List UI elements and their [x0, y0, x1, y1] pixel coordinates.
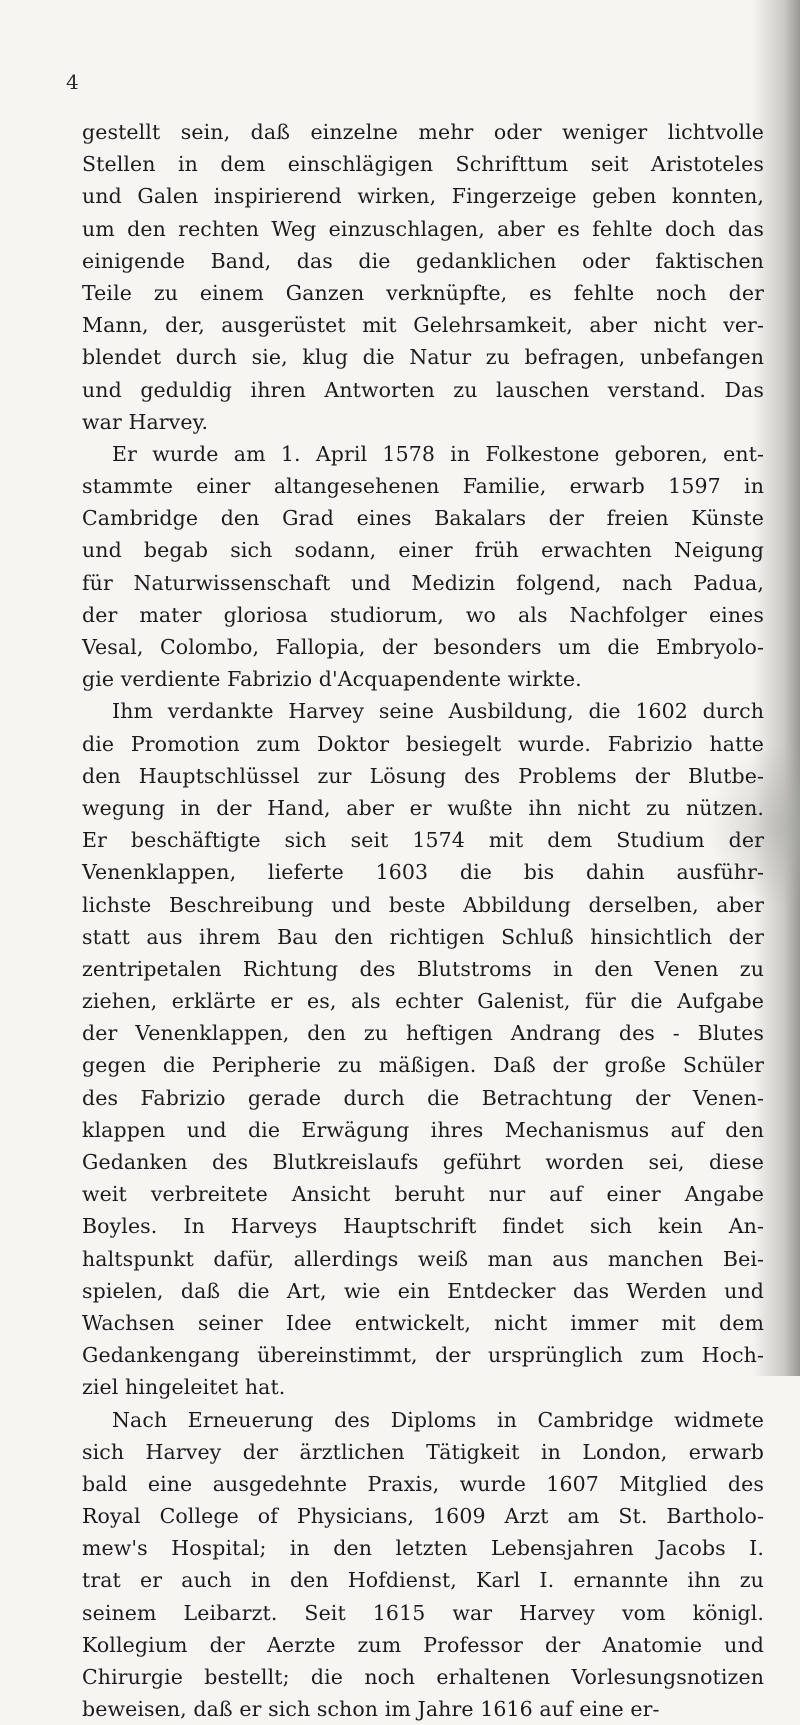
- text-line: statt aus ihrem Bau den richtigen Schluß hinsichtlich der: [82, 924, 764, 949]
- text-line: und Galen inspirierend wirken, Fingerzeige geben konnten,: [82, 184, 764, 209]
- text-line: die Promotion zum Doktor besiegelt wurde. Fabrizio hatte: [82, 731, 764, 756]
- text-line: für Naturwissenschaft und Medizin folgend, nach Padua,: [82, 570, 764, 595]
- text-line: haltspunkt dafür, allerdings weiß man aus manchen Bei-: [82, 1246, 764, 1271]
- text-line: Gedankengang übereinstimmt, der ursprünglich zum Hoch-: [82, 1343, 764, 1368]
- text-line: um den rechten Weg einzuschlagen, aber es fehlte doch das: [82, 216, 764, 241]
- text-line: Mann, der, ausgerüstet mit Gelehrsamkeit, aber nicht ver-: [82, 313, 764, 338]
- text-line: Kollegium der Aerzte zum Professor der Anatomie und: [82, 1632, 764, 1657]
- text-line: Venenklappen, lieferte 1603 die bis dahin ausführ-: [82, 860, 764, 885]
- text-line: gestellt sein, daß einzelne mehr oder weniger lichtvolle: [82, 120, 764, 144]
- text-line: bald eine ausgedehnte Praxis, wurde 1607 Mitglied des: [82, 1471, 764, 1496]
- text-line: Gedanken des Blutkreislaufs geführt worden sei, diese: [82, 1150, 764, 1174]
- text-line: den Hauptschlüssel zur Lösung des Problems der Blutbe-: [82, 763, 764, 788]
- text-line: Royal College of Physicians, 1609 Arzt am St. Bartholo-: [82, 1504, 764, 1529]
- text-line: lichste Beschreibung und beste Abbildung derselben, aber: [82, 892, 764, 917]
- page-number: 4: [66, 70, 79, 94]
- text-line: weit verbreitete Ansicht beruht nur auf einer Angabe: [82, 1182, 764, 1207]
- text-line: Chirurgie bestellt; die noch erhaltenen Vorlesungsnotizen: [82, 1665, 764, 1689]
- text-line: seinem Leibarzt. Seit 1615 war Harvey vom königl.: [82, 1600, 764, 1625]
- text-line: Wachsen seiner Idee entwickelt, nicht immer mit dem: [82, 1310, 764, 1335]
- text-line: Boyles. In Harveys Hauptschrift findet sich kein An-: [82, 1214, 764, 1239]
- text-line: stammte einer altangesehenen Familie, erwarb 1597 in: [82, 474, 764, 499]
- text-line: und geduldig ihren Antworten zu lauschen verstand. Das: [82, 377, 764, 402]
- text-line: mew's Hospital; in den letzten Lebensjahren Jacobs I.: [82, 1536, 764, 1561]
- text-line: blendet durch sie, klug die Natur zu befragen, unbefangen: [82, 345, 764, 370]
- text-line: Stellen in dem einschlägigen Schrifttum seit Aristoteles: [82, 152, 764, 177]
- text-line: war Harvey.: [82, 409, 209, 434]
- text-line: und begab sich sodann, einer früh erwachten Neigung: [82, 538, 764, 563]
- text-line: trat er auch in den Hofdienst, Karl I. ernannte ihn zu: [82, 1568, 764, 1593]
- body-text: [82, 116, 764, 1725]
- text-line: wegung in der Hand, aber er wußte ihn nicht zu nützen.: [82, 795, 764, 820]
- text-line: spielen, daß die Art, wie ein Entdecker das Werden und: [82, 1278, 764, 1303]
- text-line: zentripetalen Richtung des Blutstroms in den Venen zu: [82, 956, 764, 981]
- text-line: Cambridge den Grad eines Bakalars der freien Künste: [82, 506, 764, 531]
- text-line: ziel hingeleitet hat.: [82, 1375, 286, 1400]
- text-line: einigende Band, das die gedanklichen oder faktischen: [82, 248, 764, 273]
- text-line: Nach Erneuerung des Diploms in Cambridge widmete: [112, 1407, 764, 1432]
- text-line: Vesal, Colombo, Fallopia, der besonders um die Embryolo-: [82, 635, 764, 659]
- text-line: ziehen, erklärte er es, als echter Galenist, für die Aufgabe: [82, 989, 764, 1014]
- text-line: des Fabrizio gerade durch die Betrachtung der Venen-: [82, 1085, 764, 1110]
- text-line: der mater gloriosa studiorum, wo als Nachfolger eines: [82, 602, 764, 627]
- text-line: Teile zu einem Ganzen verknüpfte, es fehlte noch der: [82, 280, 764, 305]
- text-line: gie verdiente Fabrizio d'Acquapendente wirkte.: [82, 667, 582, 692]
- text-line: Er beschäftigte sich seit 1574 mit dem Studium der: [82, 828, 764, 853]
- text-line: Er wurde am 1. April 1578 in Folkestone geboren, ent-: [112, 441, 764, 466]
- text-line: gegen die Peripherie zu mäßigen. Daß der große Schüler: [82, 1053, 764, 1078]
- text-line: Ihm verdankte Harvey seine Ausbildung, die 1602 durch: [112, 699, 764, 724]
- text-line: beweisen, daß er sich schon im Jahre 1616 auf eine er-: [82, 1697, 660, 1722]
- text-line: klappen und die Erwägung ihres Mechanismus auf den: [82, 1117, 764, 1142]
- text-line: der Venenklappen, den zu heftigen Andrang des - Blutes: [82, 1021, 764, 1046]
- text-line: sich Harvey der ärztlichen Tätigkeit in London, erwarb: [82, 1439, 764, 1464]
